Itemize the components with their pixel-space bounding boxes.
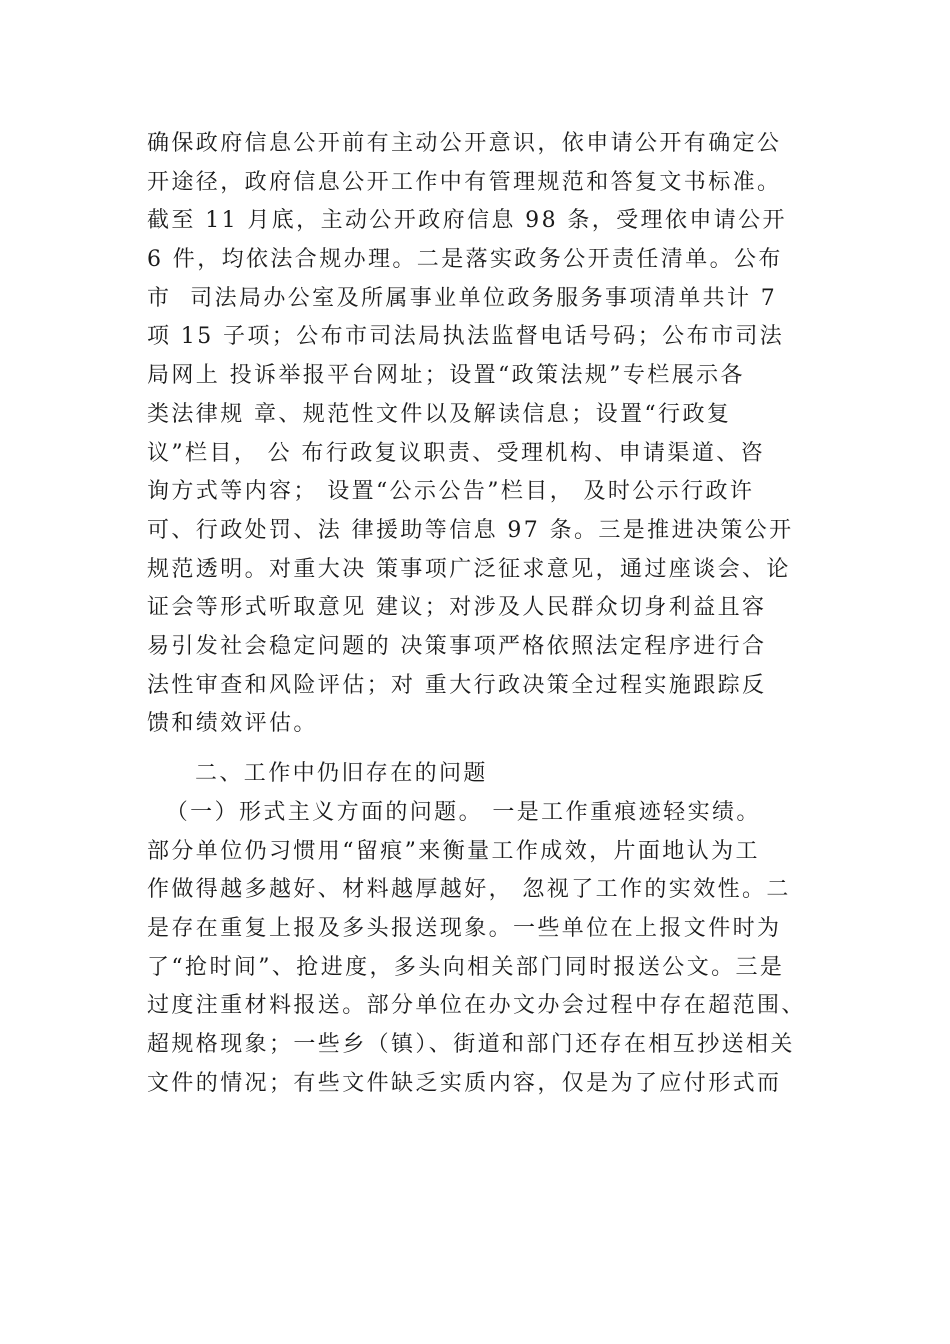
- paragraph-2-line: 部分单位仍习惯用“留痕”来衡量工作成效，片面地认为工: [147, 838, 760, 864]
- paragraph-1-line: 议”栏目， 公 布行政复议职责、受理机构、申请渠道、咨: [147, 440, 766, 466]
- paragraph-1-line: 确保政府信息公开前有主动公开意识，依申请公开有确定公: [147, 131, 782, 156]
- paragraph-1-line: 馈和绩效评估。: [147, 711, 318, 737]
- paragraph-2-line: 作做得越多越好、材料越厚越好， 忽视了工作的实效性。二: [147, 877, 791, 903]
- paragraph-1-line: 截至 11 月底，主动公开政府信息 98 条，受理依申请公开: [147, 208, 787, 234]
- section-heading: 二、工作中仍旧存在的问题: [195, 761, 488, 786]
- paragraph-2: [147, 794, 827, 1104]
- paragraph-1-line: 市 司法局办公室及所属事业单位政务服务事项清单共计 7: [147, 285, 778, 311]
- paragraph-2-line: 了“抢时间”、抢进度，多头向相关部门同时报送公文。三是: [147, 954, 785, 980]
- paragraph-2-line: （一）形式主义方面的问题。 一是工作重痕迹轻实绩。: [147, 800, 761, 825]
- paragraph-1: [147, 125, 827, 744]
- paragraph-2-line: 是存在重复上报及多头报送现象。一些单位在上报文件时为: [147, 916, 782, 942]
- paragraph-1-line: 证会等形式听取意见 建议；对涉及人民群众切身利益且容: [147, 595, 767, 621]
- paragraph-2-line: 过度注重材料报送。部分单位在办文办会过程中存在超范围、: [147, 993, 806, 1019]
- paragraph-1-line: 询方式等内容； 设置“公示公告”栏目， 及时公示行政许: [147, 479, 755, 505]
- paragraph-2-line: 超规格现象；一些乡（镇）、街道和部门还存在相互抄送相关: [147, 1032, 795, 1058]
- paragraph-1-line: 开途径，政府信息公开工作中有管理规范和答复文书标准。: [147, 169, 782, 195]
- paragraph-1-line: 6 件，均依法合规办理。二是落实政务公开责任清单。公布: [147, 247, 783, 273]
- paragraph-1-line: 规范透明。对重大决 策事项广泛征求意见，通过座谈会、论: [147, 556, 791, 582]
- paragraph-1-line: 类法律规 章、规范性文件以及解读信息；设置“行政复: [147, 401, 732, 427]
- paragraph-1-line: 项 15 子项；公布市司法局执法监督电话号码；公布市司法: [147, 324, 785, 350]
- paragraph-1-line: 局网上 投诉举报平台网址；设置“政策法规”专栏展示各: [147, 363, 745, 389]
- paragraph-1-line: 法性审查和风险评估；对 重大行政决策全过程实施跟踪反: [147, 672, 767, 698]
- paragraph-1-line: 可、行政处罚、法 律援助等信息 97 条。三是推进决策公开: [147, 517, 794, 543]
- paragraph-2-line: 文件的情况；有些文件缺乏实质内容，仅是为了应付形式而: [147, 1070, 782, 1096]
- paragraph-1-line: 易引发社会稳定问题的 决策事项严格依照法定程序进行合: [147, 633, 767, 659]
